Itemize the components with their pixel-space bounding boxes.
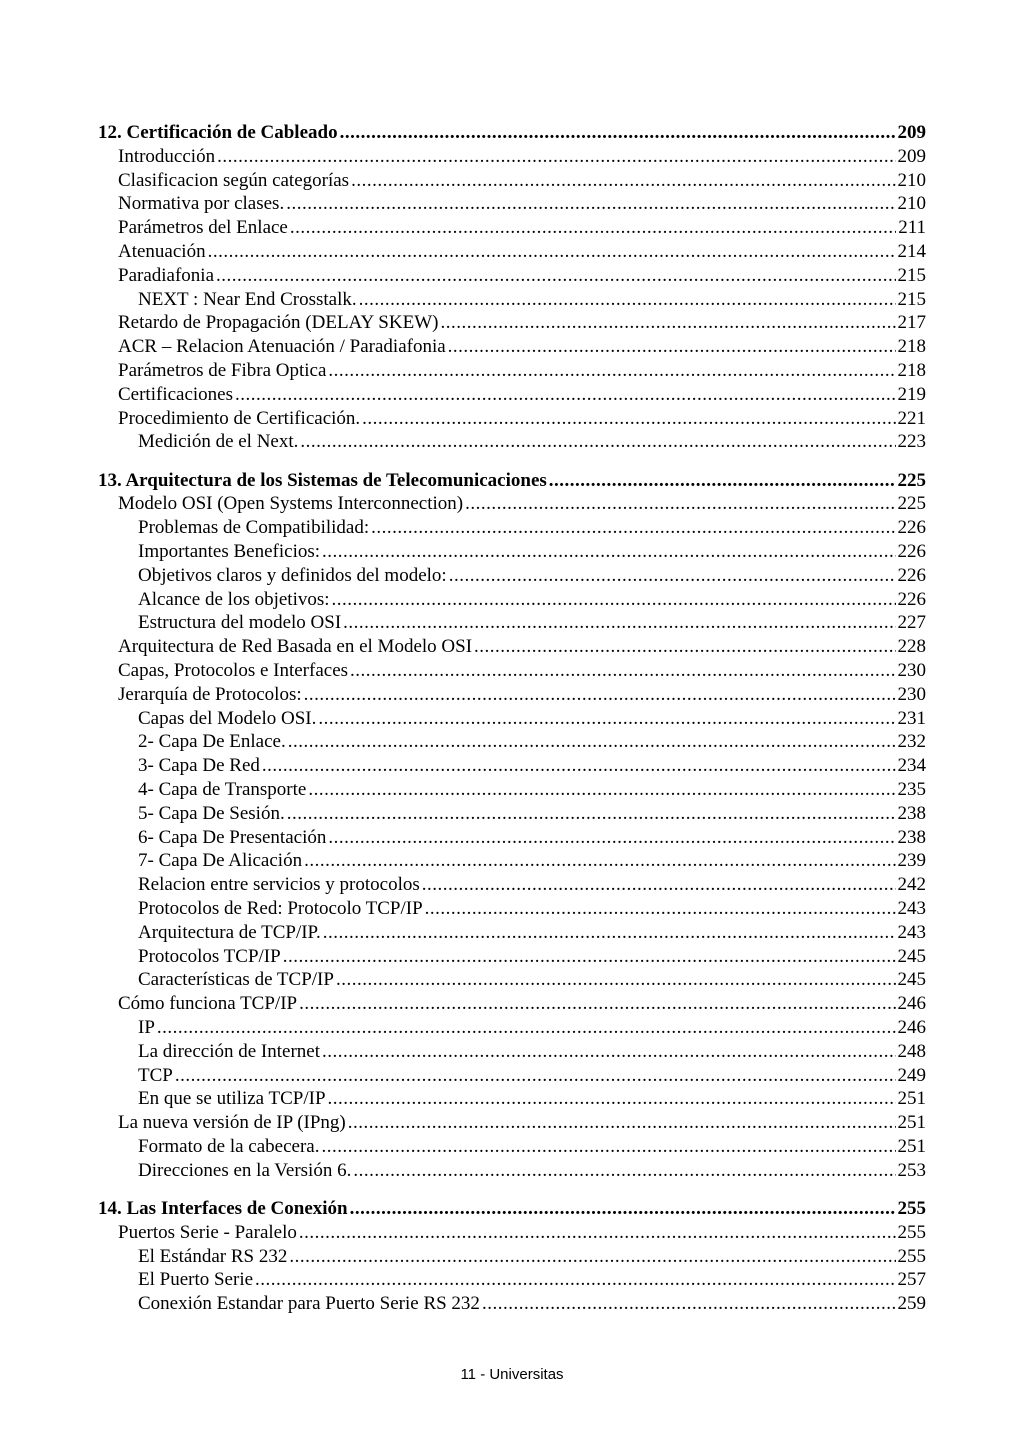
toc-subsection-entry [98,1087,926,1111]
toc-page-number: 211 [898,217,926,239]
toc-dot-leader [422,873,896,897]
toc-dot-leader [328,826,895,850]
toc-entry-title: Arquitectura de TCP/IP. [138,921,321,943]
toc-subsection-entry [98,564,926,588]
toc-page-number: 249 [897,1064,926,1086]
toc-section-entry [98,1221,926,1245]
toc-subsection-entry [98,1040,926,1064]
toc-page-number: 230 [897,683,926,705]
toc-section-entry [98,335,926,359]
toc-entry-title: Procedimiento de Certificación. [118,407,361,429]
toc-subsection-entry [98,1159,926,1183]
toc-entry-title: Jerarquía de Protocolos: [118,683,302,705]
toc-entry-title: Capas del Modelo OSI. [138,707,317,729]
toc-entry-title: Protocolos TCP/IP [138,945,281,967]
toc-section-entry [98,169,926,193]
toc-entry-title: Problemas de Compatibilidad: [138,517,370,539]
toc-page-number: 235 [897,779,926,801]
toc-page-number: 242 [897,874,926,896]
toc-entry-title: 6- Capa De Presentación [138,826,327,848]
toc-subsection-entry [98,588,926,612]
toc-dot-leader [362,407,895,431]
toc-dot-leader [328,1087,896,1111]
toc-entry-title: Cómo funciona TCP/IP [118,993,298,1015]
toc-page-number: 248 [897,1040,926,1062]
toc-entry-title: El Puerto Serie [138,1269,254,1291]
toc-dot-leader [262,754,896,778]
toc-dot-leader [300,430,895,454]
toc-entry-title: Relacion entre servicios y protocolos [138,874,420,896]
toc-page-number: 218 [897,359,926,381]
toc-page-number: 223 [897,431,926,453]
toc-dot-leader [290,216,896,240]
toc-page-number: 253 [897,1159,926,1181]
toc-page-number: 226 [897,564,926,586]
toc-subsection-entry [98,802,926,826]
toc-section-entry [98,492,926,516]
toc-page-number: 234 [897,755,926,777]
toc-section-entry [98,383,926,407]
toc-entry-title: Alcance de los objetivos: [138,588,330,610]
toc-dot-leader [157,1016,896,1040]
toc-entry-title: Normativa por clases. [118,193,285,215]
toc-dot-leader [283,945,896,969]
toc-section-entry [98,240,926,264]
toc-dot-leader [323,921,896,945]
toc-entry-title: Puertos Serie - Paralelo [118,1221,297,1243]
toc-subsection-entry [98,730,926,754]
toc-page-number: 251 [897,1088,926,1110]
toc-entry-title: 5- Capa De Sesión. [138,802,285,824]
toc-dot-leader [321,1135,895,1159]
toc-entry-title: 14. Las Interfaces de Conexión [98,1198,348,1220]
toc-page-number: 227 [897,612,926,634]
toc-entry-title: Características de TCP/IP [138,969,334,991]
toc-page-number: 215 [897,288,926,310]
toc-dot-leader [332,588,896,612]
toc-dot-leader [449,564,896,588]
toc-dot-leader [348,1111,896,1135]
toc-page-number: 221 [897,407,926,429]
toc-subsection-entry [98,611,926,635]
toc-entry-title: 2- Capa De Enlace. [138,731,286,753]
toc-entry-title: Conexión Estandar para Puerto Serie RS 232 [138,1293,480,1315]
toc-entry-title: Atenuación [118,240,206,262]
toc-entry-title: 12. Certificación de Cableado [98,122,338,143]
toc-page-number: 226 [897,517,926,539]
toc-entry-title: 4- Capa de Transporte [138,779,307,801]
toc-entry-title: 3- Capa De Red [138,755,260,777]
toc-entry-title: 7- Capa De Alicación [138,850,303,872]
toc-page-number: 231 [897,707,926,729]
toc-page-number: 251 [897,1135,926,1157]
toc-page-number: 251 [897,1112,926,1134]
toc-dot-leader [175,1064,896,1088]
toc-section-entry [98,359,926,383]
toc-entry-title: Medición de el Next. [138,431,299,453]
toc-subsection-entry [98,1064,926,1088]
toc-subsection-entry [98,945,926,969]
toc-entry-title: ACR – Relacion Atenuación / Paradiafonia [118,336,446,358]
toc-page-number: 255 [897,1221,926,1243]
toc-entry-title: Capas, Protocolos e Interfaces [118,660,349,682]
toc-page-number: 226 [897,541,926,563]
toc-page-number: 257 [897,1269,926,1291]
toc-dot-leader [287,802,896,826]
toc-section-entry [98,216,926,240]
toc-chapter-entry [98,1197,926,1221]
toc-dot-leader [299,1221,896,1245]
toc-subsection-entry [98,968,926,992]
toc-chapter-entry [98,121,926,145]
toc-page-number: 214 [897,240,926,262]
toc-page-number: 232 [897,731,926,753]
toc-entry-title: Modelo OSI (Open Systems Interconnection) [118,493,464,515]
toc-section-entry [98,264,926,288]
toc-page-number: 238 [897,802,926,824]
toc-page-number: 239 [897,850,926,872]
toc-dot-leader [286,192,895,216]
toc-dot-leader [217,145,895,169]
toc-subsection-entry [98,516,926,540]
toc-section-entry [98,192,926,216]
toc-dot-leader [350,659,895,683]
toc-section-entry [98,407,926,431]
toc-dot-leader [288,730,896,754]
toc-page-number: 245 [897,969,926,991]
toc-entry-title: TCP [138,1064,173,1086]
toc-page-number: 243 [897,898,926,919]
toc-dot-leader [304,849,895,873]
toc-dot-leader [328,359,895,383]
toc-entry-title: Arquitectura de Red Basada en el Modelo OSI [118,636,473,658]
toc-dot-leader [448,335,896,359]
toc-section-entry [98,1111,926,1135]
toc-page-number: 225 [897,469,926,491]
toc-page-number: 209 [897,145,926,167]
toc-dot-leader [340,121,896,145]
toc-section-entry [98,659,926,683]
toc-dot-leader [474,635,895,659]
toc-dot-leader [353,1159,895,1183]
toc-dot-leader [371,516,895,540]
toc-subsection-entry [98,754,926,778]
toc-subsection-entry [98,430,926,454]
toc-dot-leader [465,492,895,516]
toc-page-number: 238 [897,826,926,848]
toc-page-number: 210 [897,169,926,191]
toc-entry-title: El Estándar RS 232 [138,1245,288,1267]
toc-page-number: 218 [897,336,926,358]
toc-dot-leader [318,707,895,731]
toc-page-number: 246 [897,1016,926,1038]
toc-entry-title: Introducción [118,145,216,167]
toc-dot-leader [308,778,895,802]
toc-entry-title: Estructura del modelo OSI [138,612,342,634]
toc-page-number: 215 [897,264,926,286]
toc-entry-title: Objetivos claros y definidos del modelo: [138,564,447,586]
toc-entry-title: Retardo de Propagación (DELAY SKEW) [118,312,439,334]
toc-dot-leader [549,469,896,493]
toc-entry-title: La nueva versión de IP (IPng) [118,1112,346,1134]
toc-page-number: 230 [897,660,926,682]
toc-page-number: 209 [897,122,926,143]
toc-dot-leader [255,1268,895,1292]
toc-dot-leader [482,1292,896,1316]
toc-dot-leader [440,311,895,335]
toc-page-number: 259 [897,1293,926,1315]
toc-subsection-entry [98,897,926,921]
toc-subsection-entry [98,1292,926,1316]
toc-entry-title: En que se utiliza TCP/IP [138,1088,326,1110]
toc-section-entry [98,145,926,169]
toc-subsection-entry [98,826,926,850]
toc-entry-title: Direcciones en la Versión 6. [138,1159,352,1181]
toc-entry-title: Paradiafonia [118,264,215,286]
toc-page-number: 225 [897,493,926,515]
toc-dot-leader [304,683,896,707]
toc-entry-title: 13. Arquitectura de los Sistemas de Telecomunicaciones [98,469,547,491]
toc-dot-leader [235,383,895,407]
toc-subsection-entry [98,849,926,873]
toc-entry-title: IP [138,1016,155,1038]
toc-subsection-entry [98,921,926,945]
toc-subsection-entry [98,1016,926,1040]
toc-section-entry [98,635,926,659]
toc-page-number: 255 [897,1245,926,1267]
table-of-contents [98,121,926,1316]
toc-page-number: 226 [897,588,926,610]
toc-subsection-entry [98,1268,926,1292]
toc-entry-title: Parámetros de Fibra Optica [118,359,327,381]
toc-page-number: 217 [897,312,926,334]
toc-subsection-entry [98,778,926,802]
toc-entry-title: Protocolos de Red: Protocolo TCP/IP [138,898,423,919]
toc-dot-leader [322,1040,896,1064]
toc-page-number: 228 [897,636,926,658]
toc-dot-leader [351,169,895,193]
page-footer: 11 - Universitas [460,1366,564,1383]
toc-subsection-entry [98,707,926,731]
toc-dot-leader [425,897,896,921]
toc-dot-leader [216,264,895,288]
toc-subsection-entry [98,540,926,564]
toc-dot-leader [336,968,896,992]
toc-page-number: 246 [897,993,926,1015]
toc-page-number: 243 [897,921,926,943]
toc-chapter-entry [98,469,926,493]
toc-page-number: 219 [897,383,926,405]
toc-entry-title: Parámetros del Enlace [118,217,288,239]
toc-dot-leader [350,1197,896,1221]
toc-subsection-entry [98,873,926,897]
toc-section-entry [98,683,926,707]
toc-entry-title: Clasificacion según categorías [118,169,350,191]
toc-subsection-entry [98,1245,926,1269]
toc-entry-title: La dirección de Internet [138,1040,320,1062]
toc-dot-leader [289,1245,895,1269]
toc-page-number: 245 [897,945,926,967]
toc-section-entry [98,311,926,335]
toc-page-number: 255 [897,1198,926,1220]
toc-dot-leader [299,992,895,1016]
toc-entry-title: Importantes Beneficios: [138,541,321,563]
toc-entry-title: NEXT : Near End Crosstalk. [138,288,357,310]
toc-entry-title: Certificaciones [118,383,234,405]
toc-subsection-entry [98,1135,926,1159]
toc-entry-title: Formato de la cabecera. [138,1135,320,1157]
toc-dot-leader [322,540,895,564]
toc-dot-leader [208,240,896,264]
toc-section-entry [98,992,926,1016]
toc-subsection-entry [98,288,926,312]
toc-page-number: 210 [897,193,926,215]
toc-dot-leader [343,611,895,635]
toc-dot-leader [359,288,896,312]
